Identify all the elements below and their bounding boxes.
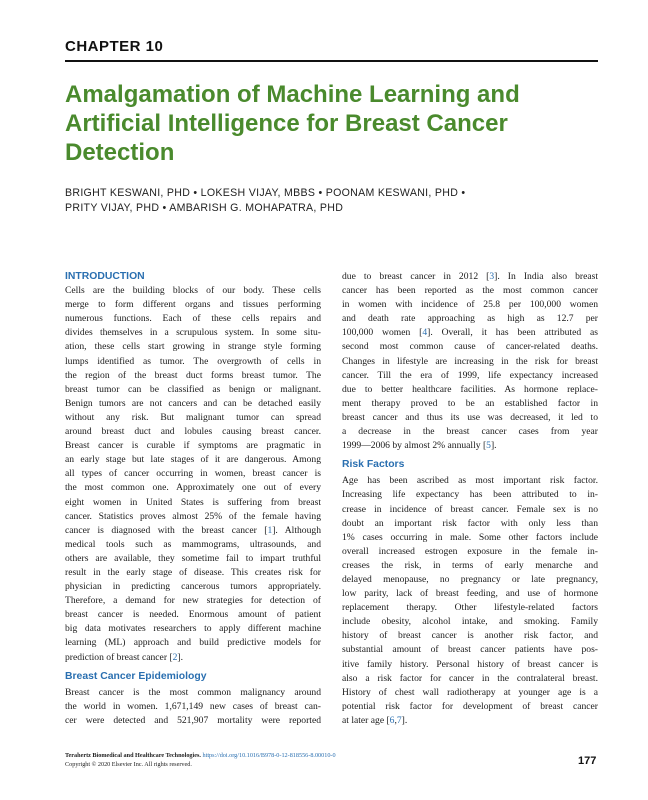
text-line: creases the risk, in terms of early menarche and [342, 559, 598, 571]
text-line: and death rate approaching as high as 12.7 per [342, 313, 598, 325]
chapter-label: CHAPTER 10 [65, 38, 164, 55]
text-line: an early stage but late stages of it are dangerous. Among [65, 454, 321, 466]
text-line: the region of the breast duct forms breast tumor. The [65, 369, 321, 381]
text-line: Changes in lifestyle are increasing in the risk for breast [342, 355, 598, 367]
citation-link[interactable]: 7 [396, 714, 402, 726]
text-line: Breast cancer is curable if symptoms are pragmatic in [65, 440, 321, 452]
text-line: Increasing life expectancy has been attributed to in- [342, 489, 598, 501]
text-line: lumps identified as tumor. The overgrowth of cells in [65, 355, 321, 367]
text-line: without any risk. But malignant tumor can spread [65, 411, 321, 423]
text-line: cer were detected and 521,907 mortality were reported [65, 714, 321, 726]
section-heading-introduction: INTRODUCTION [65, 271, 145, 282]
citation-link[interactable]: 4 [422, 327, 428, 339]
title-line: Detection [65, 139, 175, 166]
text-span: , [394, 714, 397, 726]
text-line: breast cancer is needed. Enormous amount of patient [65, 609, 321, 621]
text-line: itive family history. Personal history of breast cancer is [342, 658, 598, 670]
footer-citation [65, 751, 336, 760]
text-line [342, 714, 598, 728]
text-line: include obesity, alcohol intake, and smoking. Family [342, 616, 598, 628]
citation-link[interactable]: 1 [267, 524, 273, 536]
text-line [65, 651, 321, 665]
text-line: cancer. Till the era of 1999, life expectancy increased [342, 369, 598, 381]
text-line: merge to form different organs and tissues performing [65, 299, 321, 311]
citation-link[interactable]: 2 [172, 651, 178, 663]
text-line [342, 326, 598, 340]
text-line [342, 270, 598, 284]
text-span: ]. In India also breast [494, 271, 598, 282]
text-line: result in the early stage of disease. This creates risk for [65, 566, 321, 578]
author-list [65, 186, 605, 216]
text-line: second most common cause of cancer-related deaths. [342, 341, 598, 353]
text-line: crease in incidence of breast cancer. Female sex is no [342, 503, 598, 515]
text-line: substantial amount of breast cancer patients have pos- [342, 644, 598, 656]
text-line: History of chest wall radiotherapy at younger age is a [342, 686, 598, 698]
text-line: delayed menopause, no pregnancy or late pregnancy, [342, 573, 598, 585]
text-span: 1999—2006 by almost 2% annually [ [342, 440, 487, 452]
text-line: doubt an important risk factor with only less than [342, 517, 598, 529]
text-line: breast cancer and thus its use was decreased, it led to [342, 411, 598, 423]
text-line: potential risk factor for development of breast cancer [342, 700, 598, 712]
text-line [342, 439, 598, 453]
text-line: history of breast cancer is another risk factor, and [342, 630, 598, 642]
right-column [342, 270, 598, 728]
text-line: ment therapy proved to be an established factor in [342, 397, 598, 409]
text-line: others are available, they sometime fail to impart truthful [65, 552, 321, 564]
text-line: overall increased estrogen exposure in the female in- [342, 545, 598, 557]
text-line: Breast cancer is the most common malignancy around [65, 686, 321, 698]
text-span: ]. Although [272, 524, 321, 536]
text-span: ]. Overall, it has been attributed as [427, 327, 598, 339]
section-heading-epidemiology: Breast Cancer Epidemiology [65, 670, 207, 682]
text-span: prediction of breast cancer [ [65, 651, 173, 663]
chapter-rule [65, 60, 598, 62]
text-line: a decrease in the breast cancer cases from year [342, 426, 598, 438]
left-column [65, 270, 321, 728]
text-span: cancer is diagnosed with the breast cancer [ [65, 524, 268, 536]
text-line: Benign tumors are not cancers and can be detached easily [65, 397, 321, 409]
text-span: ]. [490, 440, 497, 452]
text-line: replacement therapy. Other lifestyle-related factors [342, 602, 598, 614]
text-line: numerous functions. Each of these cells repairs and [65, 313, 321, 325]
text-line: due to better healthcare facilities. As hormone replace- [342, 383, 598, 395]
text-line: cancer has been reported as the most common cancer [342, 285, 598, 297]
text-span: due to breast cancer in 2012 [ [342, 271, 490, 282]
text-line: medical tools such as mammograms, ultrasounds, and [65, 538, 321, 550]
text-line: cancer. Statistics proves almost 25% of the female having [65, 510, 321, 522]
citation-link[interactable]: 3 [489, 271, 495, 282]
text-line [65, 524, 321, 538]
author-line: PRITY VIJAY, PHD • AMBARISH G. MOHAPATRA, PHD [65, 202, 344, 214]
doi-link[interactable]: https://doi.org/10.1016/B978-0-12-818556-8.00010-0 [202, 752, 336, 759]
text-span: ]. [177, 651, 183, 663]
text-line: Age has been ascribed as most important risk factor. [342, 475, 598, 487]
title-line: Artificial Intelligence for Breast Cancer [65, 110, 508, 137]
text-line: big data motivates researchers to apply different machine [65, 623, 321, 635]
citation-link[interactable]: 5 [486, 440, 491, 452]
text-line: all types of cancer occurring in women, breast cancer is [65, 468, 321, 480]
text-line: physician in predicting cancerous tumors appropriately. [65, 581, 321, 593]
text-line: in women with incidence of 25.8 per 100,000 women [342, 299, 598, 311]
page-footer [65, 751, 336, 769]
text-line: around breast duct and lobules causing breast cancer. [65, 426, 321, 438]
text-line: Cells are the building blocks of our body. These cells [65, 285, 321, 297]
title-line: Amalgamation of Machine Learning and [65, 81, 520, 108]
copyright-notice: Copyright © 2020 Elsevier Inc. All rights reserved. [65, 761, 192, 768]
text-span: at later age [ [342, 714, 390, 726]
author-line: BRIGHT KESWANI, PHD • LOKESH VIJAY, MBBS • POONAM KESWANI, PHD • [65, 187, 466, 199]
text-line: ation, these cells start growing in strange style forming [65, 341, 321, 353]
text-line: eight women in United States is suffering from breast [65, 496, 321, 508]
text-line: Therefore, a demand for new strategies for detection of [65, 595, 321, 607]
text-line: the world in women. 1,671,149 new cases of breast can- [65, 700, 321, 712]
text-line: low parity, lack of breast feeding, and use of hormone [342, 588, 598, 600]
chapter-title [65, 80, 605, 167]
text-line: 1% cases occurring in male. Some other factors include [342, 531, 598, 543]
text-span: ]. [401, 714, 408, 726]
publication-title: Terahertz Biomedical and Healthcare Technologies. [65, 752, 201, 759]
section-heading-risk-factors: Risk Factors [342, 459, 405, 471]
text-line: the most common one. Approximately one out of every [65, 482, 321, 494]
citation-link[interactable]: 6 [389, 714, 395, 726]
text-span: 100,000 women [ [342, 327, 423, 339]
text-line: also a risk factor for cancer in the contralateral breast. [342, 672, 598, 684]
text-line: learning (ML) approach and build predictive models for [65, 637, 321, 649]
text-line: breast tumor can be classified as benign or malignant. [65, 383, 321, 395]
page-number: 177 [578, 755, 597, 767]
text-line: divides themselves in a scrupulous system. In some situ- [65, 327, 321, 339]
